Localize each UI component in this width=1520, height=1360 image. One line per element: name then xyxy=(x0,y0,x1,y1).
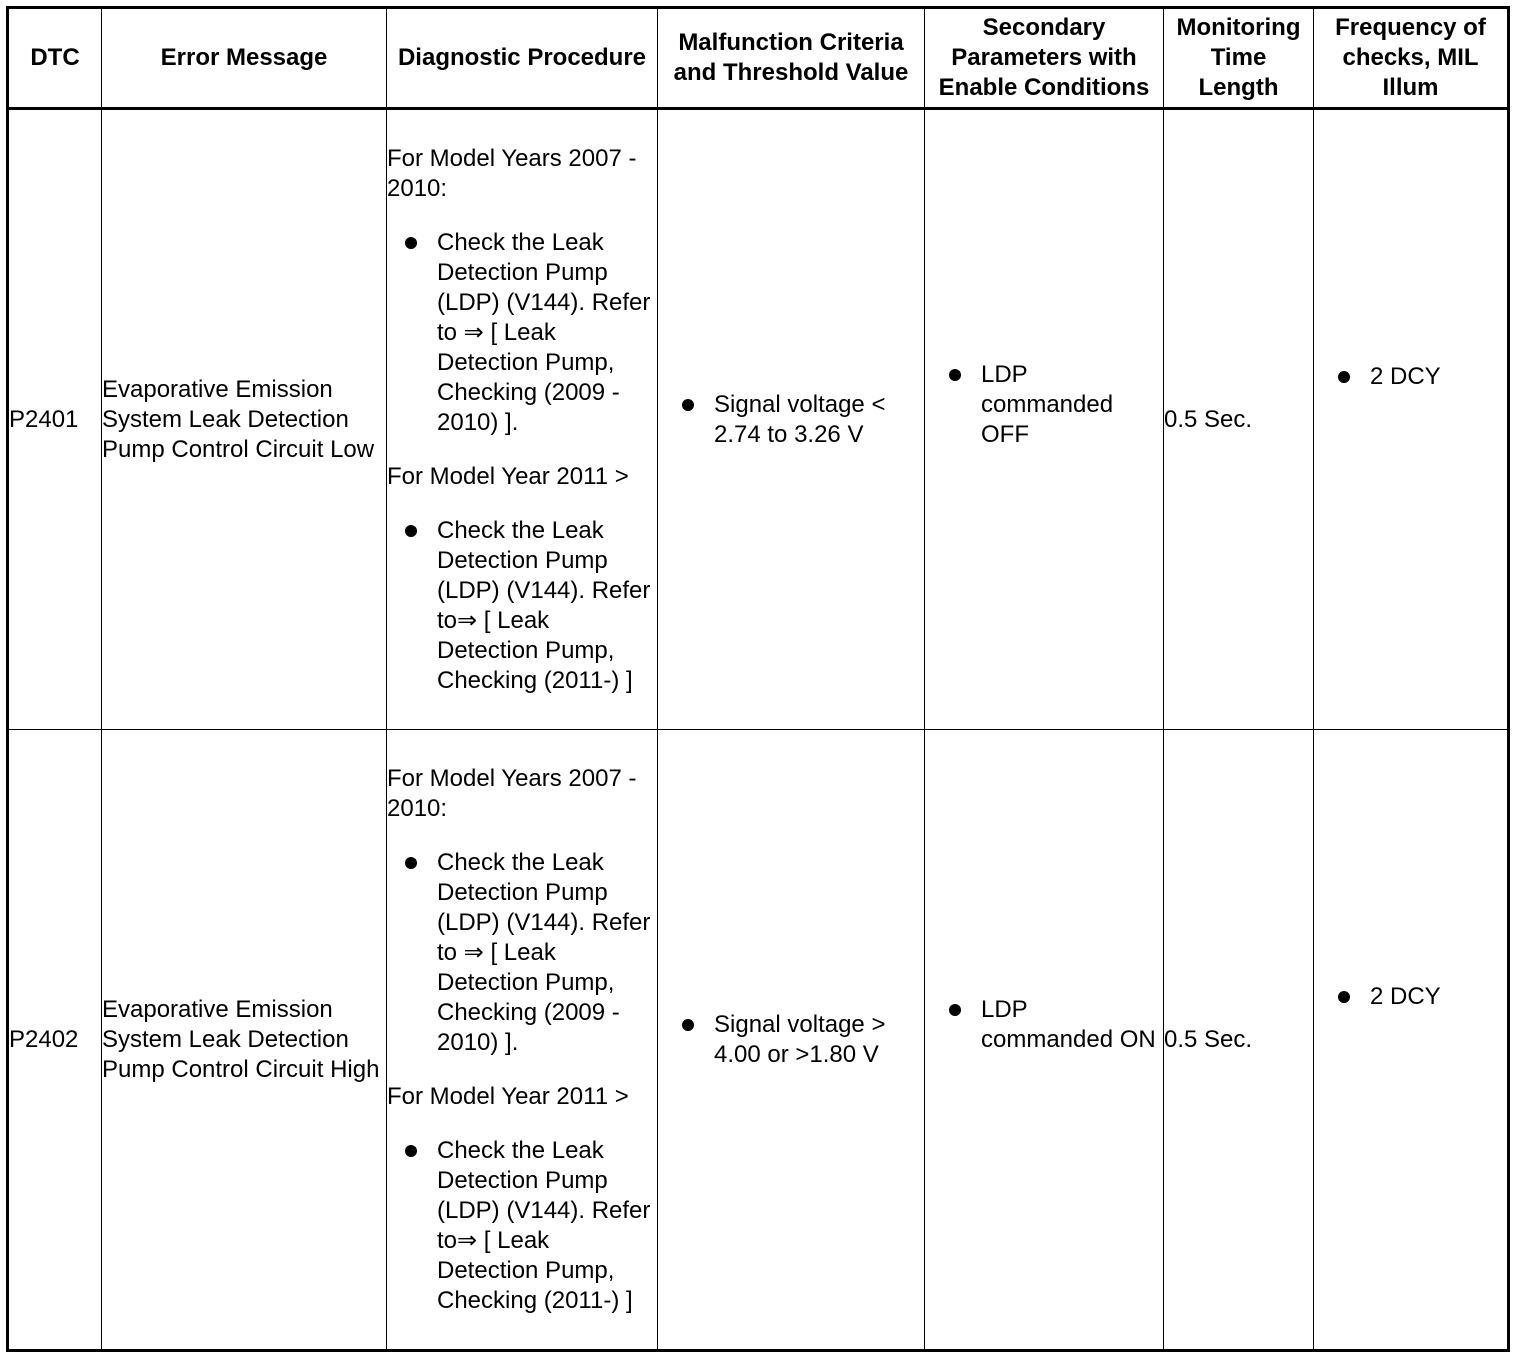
bullet-icon xyxy=(405,525,417,537)
diag-list-2007-2010 xyxy=(387,848,657,1058)
bullet-icon xyxy=(405,857,417,869)
diag-heading-year-2011: For Model Year 2011 > xyxy=(387,462,629,490)
list-item xyxy=(1314,982,1507,1012)
header-monitoring-time: Monitoring Time Length xyxy=(1164,8,1314,109)
malfunction-text: Signal voltage > 4.00 or >1.80 V xyxy=(714,1010,886,1068)
diag-list-2007-2010 xyxy=(387,228,657,438)
bullet-icon xyxy=(949,369,961,381)
list-item xyxy=(387,228,657,438)
bullet-icon xyxy=(1338,371,1350,383)
list-item xyxy=(1314,362,1507,392)
diagnostic-procedure xyxy=(387,730,658,1351)
diag-step-text: Check the Leak Detection Pump (LDP) (V144). Refer to ⇒ [ Leak Detection Pump, Checking (2009 - 2010) ]. xyxy=(437,228,651,436)
error-message: Evaporative Emission System Leak Detection Pump Control Circuit Low xyxy=(102,109,387,730)
secondary-text: LDP commanded ON xyxy=(981,995,1156,1053)
header-malfunction-criteria: Malfunction Criteria and Threshold Value xyxy=(658,8,925,109)
bullet-icon xyxy=(405,1145,417,1157)
diagnostic-procedure xyxy=(387,109,658,730)
diag-heading-years-2007-2010: For Model Years 2007 - 2010: xyxy=(387,764,637,822)
bullet-icon xyxy=(949,1004,961,1016)
bullet-icon xyxy=(682,1019,694,1031)
header-row xyxy=(8,8,1509,109)
monitoring-time: 0.5 Sec. xyxy=(1164,730,1314,1351)
header-frequency: Frequency of checks, MIL Illum xyxy=(1314,8,1509,109)
secondary-list xyxy=(925,995,1163,1055)
dtc-code: P2401 xyxy=(8,109,102,730)
secondary-parameters xyxy=(925,730,1164,1351)
secondary-list xyxy=(925,360,1163,450)
dtc-table xyxy=(6,6,1510,1352)
frequency-text: 2 DCY xyxy=(1370,362,1441,390)
malfunction-criteria xyxy=(658,730,925,1351)
list-item xyxy=(658,390,924,450)
diag-step-text: Check the Leak Detection Pump (LDP) (V144). Refer to ⇒ [ Leak Detection Pump, Checking (2009 - 2010) ]. xyxy=(437,848,651,1056)
header-error-message: Error Message xyxy=(102,8,387,109)
frequency xyxy=(1314,730,1509,1351)
diag-list-2011 xyxy=(387,516,657,696)
list-item xyxy=(387,516,657,696)
list-item xyxy=(658,1010,924,1070)
malfunction-text: Signal voltage < 2.74 to 3.26 V xyxy=(714,390,886,448)
error-message: Evaporative Emission System Leak Detection Pump Control Circuit High xyxy=(102,730,387,1351)
list-item xyxy=(925,995,1163,1055)
table-row xyxy=(8,109,1509,730)
header-diagnostic-procedure: Diagnostic Procedure xyxy=(387,8,658,109)
bullet-icon xyxy=(1338,991,1350,1003)
dtc-code: P2402 xyxy=(8,730,102,1351)
secondary-text: LDP commanded OFF xyxy=(981,360,1114,448)
malfunction-list xyxy=(658,1010,924,1070)
list-item xyxy=(925,360,1163,450)
frequency-list xyxy=(1314,982,1507,1012)
diag-step-text: Check the Leak Detection Pump (LDP) (V144). Refer to⇒ [ Leak Detection Pump, Checking (2011-) ] xyxy=(437,516,651,694)
bullet-icon xyxy=(682,399,694,411)
list-item xyxy=(387,1136,657,1316)
frequency-list xyxy=(1314,362,1507,392)
frequency xyxy=(1314,109,1509,730)
diag-heading-year-2011: For Model Year 2011 > xyxy=(387,1082,629,1110)
frequency-text: 2 DCY xyxy=(1370,982,1441,1010)
diag-list-2011 xyxy=(387,1136,657,1316)
bullet-icon xyxy=(405,237,417,249)
table-row xyxy=(8,730,1509,1351)
malfunction-criteria xyxy=(658,109,925,730)
diag-step-text: Check the Leak Detection Pump (LDP) (V144). Refer to⇒ [ Leak Detection Pump, Checking (2011-) ] xyxy=(437,1136,651,1314)
diag-heading-years-2007-2010: For Model Years 2007 - 2010: xyxy=(387,144,637,202)
malfunction-list xyxy=(658,390,924,450)
header-secondary-parameters: Secondary Parameters with Enable Conditions xyxy=(925,8,1164,109)
secondary-parameters xyxy=(925,109,1164,730)
monitoring-time: 0.5 Sec. xyxy=(1164,109,1314,730)
list-item xyxy=(387,848,657,1058)
header-dtc: DTC xyxy=(8,8,102,109)
